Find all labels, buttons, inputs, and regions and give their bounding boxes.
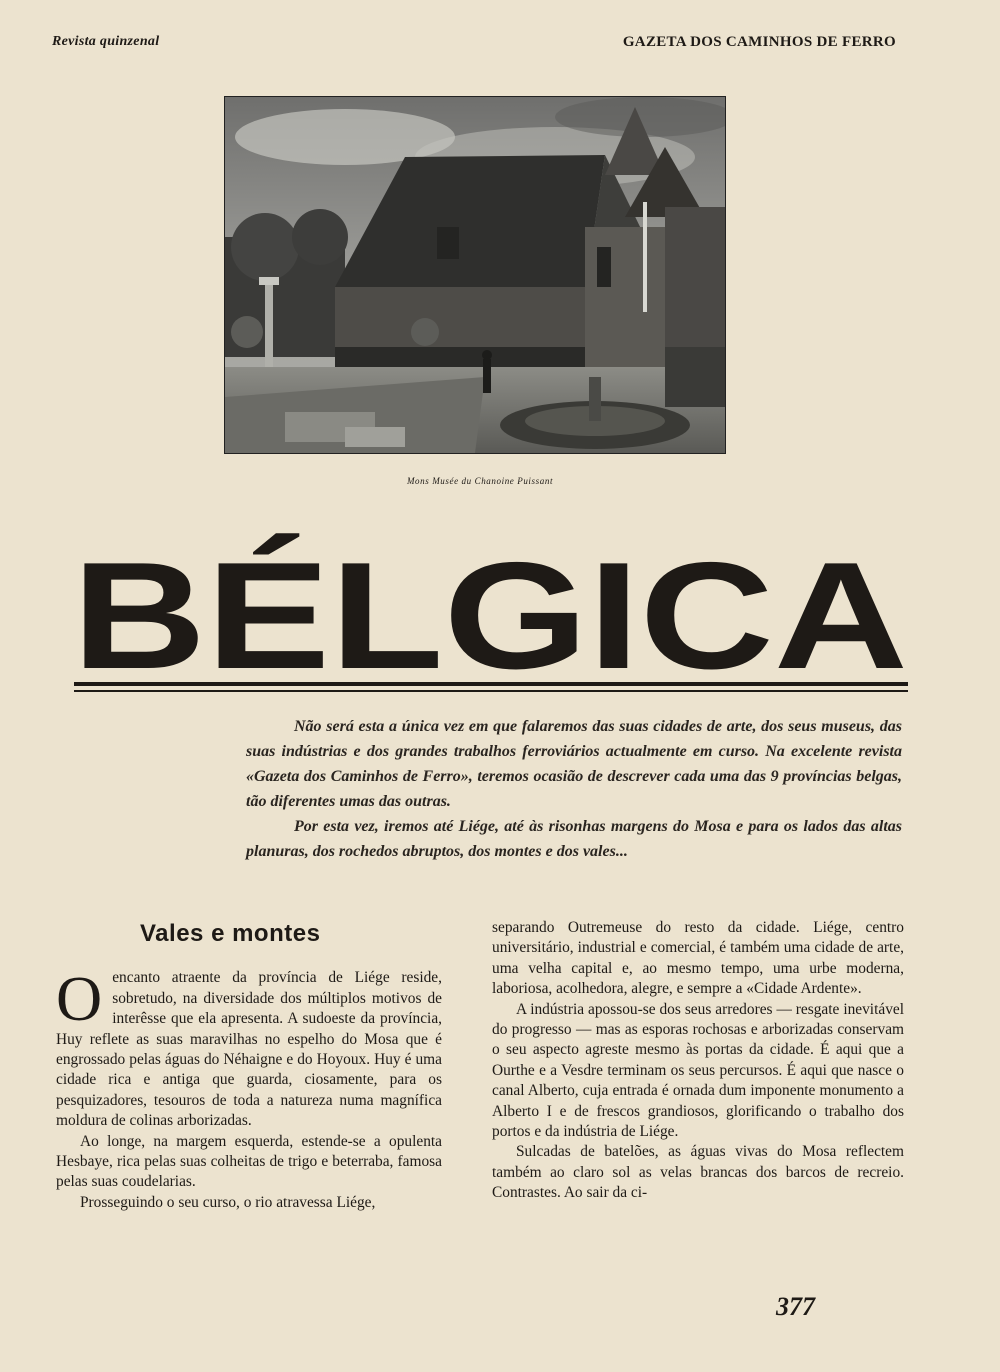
intro-paragraph: Por esta vez, iremos até Liége, até às risonhas margens do Mosa e para os lados das altas planuras, dos rochedos abruptos, dos montes e dos vales...: [246, 818, 902, 860]
header-left: Revista quinzenal: [52, 34, 160, 49]
title-rule-thin: [74, 690, 908, 692]
body-paragraph: Sulcadas de batelões, as águas vivas do Mosa reflectem também ao claro sol as velas brancas dos barcos de recreio. Contrastes. Ao sair da ci-: [492, 1143, 904, 1202]
body-paragraph: [56, 963, 442, 1131]
title-rule-thick: [74, 682, 908, 686]
body-column-left: [56, 918, 442, 1213]
body-column-right: [492, 918, 904, 1204]
page-number: 377: [776, 1292, 815, 1321]
intro-text: [246, 714, 902, 864]
museum-photo: [224, 96, 726, 454]
body-paragraph: separando Outremeuse do resto da cidade. Liége, centro universitário, industrial e comercial, é também uma cidade de arte, uma velha capital e, ao mesmo tempo, uma urbe moderna, laboriosa, acolhedora, alegre, e sempre a «Cidade Ardente».: [492, 919, 904, 998]
first-paragraph-text: encanto atraente da província de Liége reside, sobretudo, na diversidade dos múltiplos motivos de interêsse que ela apresenta. A sudoeste da província, Huy reflete as suas maravilhas no espelho do Mosa que é engrossado pelas águas do Néhaigne e do Hoyoux. Huy é uma cidade rica e antiga que guarda, ciosamente, para os pesquizadores, tesouros de toda a natureza numa magnífica moldura de colinas arborizadas.: [56, 969, 442, 1130]
body-paragraph: Ao longe, na margem esquerda, estende-se a opulenta Hesbaye, rica pelas suas colheitas de trigo e beterraba, famosa pelas suas coudelarias.: [56, 1132, 442, 1191]
body-paragraph: A indústria apossou-se dos seus arredores — resgate inevitável do progresso — mas as esporas rochosas e arborizadas conservam o seu aspecto agreste mesmo às portas da cidade. É aqui que a Ourthe e a Vesdre terminam os seus percursos. É aqui que nasce o canal Alberto, cuja entrada é ornada dum imponente monumento a Alberto I e de frescos grandiosos, glorificando o trabalho dos portos e da indústria de Liége.: [492, 1000, 904, 1141]
photo-caption: Mons Musée du Chanoine Puissant: [406, 476, 554, 486]
intro-paragraph: Não será esta a única vez em que falaremos das suas cidades de arte, dos seus museus, das suas indústrias e dos grandes trabalhos ferroviários actualmente em curso. Na excelente revista «Gazeta dos Caminhos de Ferro», teremos ocasião de descrever cada uma das 9 províncias belgas, tão diferentes umas das outras.: [246, 718, 902, 810]
body-paragraph: Prosseguindo o seu curso, o rio atravessa Liége,: [80, 1193, 376, 1211]
drop-cap: O: [56, 963, 103, 1035]
section-heading: Vales e montes: [140, 920, 321, 947]
page-title-text: BÉLGICA: [72, 531, 908, 678]
page-title: [72, 518, 908, 678]
header-right: GAZETA DOS CAMINHOS DE FERRO: [622, 34, 896, 50]
museum-photo-illustration: [225, 97, 725, 453]
